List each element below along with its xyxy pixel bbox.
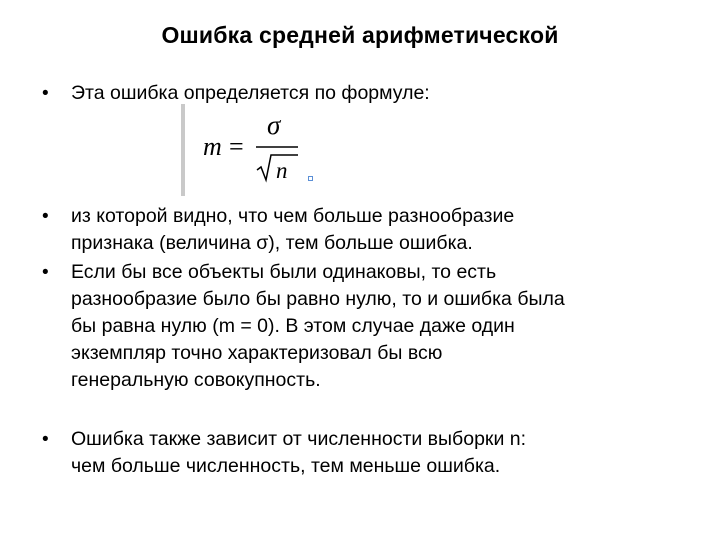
formula-lhs: m (203, 132, 222, 161)
bullet-marker: • (42, 206, 49, 227)
bullet-item-1 (0, 80, 720, 110)
bullet-marker: • (42, 429, 49, 450)
bullet-item-3 (0, 259, 720, 399)
bullet-marker: • (42, 262, 49, 283)
bullet-text: Эта ошибка определяется по формуле: (71, 82, 430, 104)
bullet-item-4 (0, 426, 720, 484)
formula-numerator: σ (267, 110, 281, 140)
bullet-marker: • (42, 83, 49, 104)
image-resize-handle[interactable] (308, 176, 313, 181)
formula-image (181, 104, 321, 196)
formula-frame-edge (181, 104, 185, 196)
bullet-item-2 (0, 203, 720, 261)
formula-m-equals-sigma-over-sqrt-n (199, 110, 309, 188)
formula-equals: = (229, 132, 244, 161)
formula-denominator: n (276, 158, 288, 183)
slide-title: Ошибка средней арифметической (161, 22, 559, 48)
bullet-text: из которой видно, что чем больше разнообразие признака (величина σ), тем больше ошибка. (71, 205, 515, 254)
bullet-text: Если бы все объекты были одинаковы, то есть разнообразие было бы равно нулю, то и ошибка была бы равна нулю (m = 0). В этом случае даже один экземпляр точно характеризовал бы всю генеральную совокупность. (71, 261, 565, 391)
bullet-text: Ошибка также зависит от численности выборки n: чем больше численность, тем меньше ошибка. (71, 428, 527, 477)
